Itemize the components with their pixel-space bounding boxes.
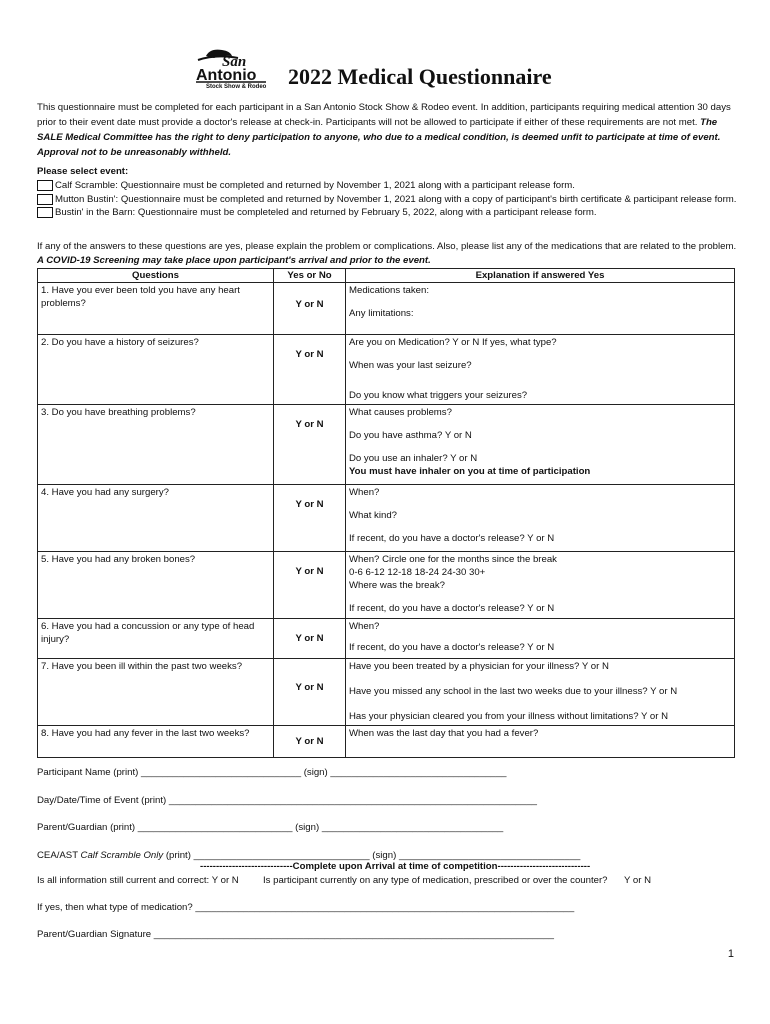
table-row — [38, 659, 735, 726]
guardian-signature-line[interactable]: Parent/Guardian Signature ___________________________________________________________________________ — [37, 929, 554, 940]
covid-notice: A COVID-19 Screening may take place upon participant's arrival and prior to the event. — [37, 255, 431, 266]
explanation-cell[interactable]: When was the last day that you had a fever? — [346, 726, 735, 758]
intro-bold-text: The SALE Medical Committee has the right to deny participation to anyone, who due to a medical condition, is deemed unfit to participate at time of event. Approval not to be unreasonably withheld. — [37, 117, 721, 158]
header-yes-no: Yes or No — [274, 269, 346, 283]
yes-no-answer[interactable]: Y or N — [274, 726, 346, 758]
explanation-cell[interactable]: Are you on Medication? Y or N If yes, what type? When was your last seizure? Do you know what triggers your seizures? — [346, 335, 735, 405]
question-text: 3. Do you have breathing problems? — [38, 405, 274, 485]
participant-name-line[interactable]: Participant Name (print) ______________________________ (sign) _________________________________ — [37, 767, 507, 778]
explanation-cell[interactable]: When? If recent, do you have a doctor's release? Y or N — [346, 619, 735, 659]
event-date-line[interactable]: Day/Date/Time of Event (print) _____________________________________________________________________ — [37, 795, 538, 806]
table-row — [38, 552, 735, 619]
arrival-divider: -----------------------------Complete upon Arrival at time of competition----------------------------- — [200, 861, 591, 872]
event-option-calf-scramble[interactable] — [37, 180, 575, 191]
guardian-line[interactable]: Parent/Guardian (print) _____________________________ (sign) __________________________________ — [37, 822, 504, 833]
question-text: 6. Have you had a concussion or any type of head injury? — [38, 619, 274, 659]
explanation-cell[interactable]: Medications taken: Any limitations: — [346, 283, 735, 335]
yes-no-answer[interactable]: Y or N — [274, 485, 346, 552]
explanation-cell[interactable]: When? Circle one for the months since the break 0-6 6-12 12-18 18-24 24-30 30+ Where was the break? If recent, do you have a doctor's release? Y or N — [346, 552, 735, 619]
table-row — [38, 335, 735, 405]
yes-no-answer[interactable]: Y or N — [274, 552, 346, 619]
table-row — [38, 619, 735, 659]
event-option-mutton-bustin[interactable] — [37, 194, 736, 205]
select-event-heading: Please select event: — [37, 166, 129, 177]
yes-no-answer[interactable]: Y or N — [274, 659, 346, 726]
question-text: 7. Have you been ill within the past two weeks? — [38, 659, 274, 726]
question-text: 5. Have you had any broken bones? — [38, 552, 274, 619]
table-row — [38, 726, 735, 758]
yes-no-answer[interactable]: Y or N — [274, 619, 346, 659]
question-text: 2. Do you have a history of seizures? — [38, 335, 274, 405]
yes-no-answer[interactable]: Y or N — [274, 405, 346, 485]
logo-subtitle: Stock Show & Rodeo — [206, 84, 267, 90]
intro-text: This questionnaire must be completed for each participant in a San Antonio Stock Show & Rodeo event. In addition, participants requiring medical attention 30 days prior to their event date must provide a doctor's release at check-in. Participants will not be allowed to participate if either of these requirements are not met. — [37, 102, 731, 128]
question-text: 4. Have you had any surgery? — [38, 485, 274, 552]
logo-antonio: Antonio — [196, 67, 257, 84]
medication-type-line[interactable]: If yes, then what type of medication? _______________________________________________________________________ — [37, 902, 575, 913]
page-number: 1 — [727, 948, 734, 960]
checkbox-mutton-bustin[interactable] — [37, 194, 53, 205]
explanation-note: If any of the answers to these questions are yes, please explain the problem or complications. Also, please list any of the medications that are related to the problem. — [37, 241, 737, 252]
yes-no-answer[interactable]: Y or N — [274, 335, 346, 405]
table-row — [38, 485, 735, 552]
question-text: 8. Have you had any fever in the last two weeks? — [38, 726, 274, 758]
option-label: Calf Scramble: Questionnaire must be completed and returned by November 1, 2021 along with a participant release form. — [55, 180, 575, 191]
intro-paragraph — [37, 100, 742, 160]
explanation-cell[interactable]: When? What kind? If recent, do you have a doctor's release? Y or N — [346, 485, 735, 552]
page-title: 2022 Medical Questionnaire — [288, 64, 552, 89]
san-antonio-rodeo-logo — [192, 46, 284, 90]
table-row — [38, 405, 735, 485]
checkbox-bustin-barn[interactable] — [37, 207, 53, 218]
table-header-row — [38, 269, 735, 283]
checkbox-calf-scramble[interactable] — [37, 180, 53, 191]
medical-questions-table — [37, 268, 735, 758]
logo-san: San — [222, 54, 247, 70]
explanation-cell[interactable]: Have you been treated by a physician for your illness? Y or N Have you missed any school in the last two weeks due to your illness? Y or N Has your physician cleared you from your illness without limitations? Y or N — [346, 659, 735, 726]
event-option-bustin-barn[interactable] — [37, 207, 597, 218]
header-explanation: Explanation if answered Yes — [346, 269, 735, 283]
medication-yes-no[interactable]: Y or N — [624, 875, 652, 886]
option-label: Mutton Bustin': Questionnaire must be completed and returned by November 1, 2021 along with a copy of participant's birth certificate & participant release form. — [55, 194, 737, 205]
current-info-question[interactable]: Is all information still current and correct: Y or N — [37, 875, 239, 886]
explanation-cell[interactable]: What causes problems? Do you have asthma? Y or N Do you use an inhaler? Y or N You must have inhaler on you at time of participation — [346, 405, 735, 485]
medication-question[interactable]: Is participant currently on any type of medication, prescribed or over the counter? — [263, 875, 608, 886]
option-label: Bustin' in the Barn: Questionnaire must be completeled and returned by February 5, 2022, along with a participant release form. — [55, 207, 597, 218]
table-row — [38, 283, 735, 335]
header-questions: Questions — [38, 269, 274, 283]
yes-no-answer[interactable]: Y or N — [274, 283, 346, 335]
cea-ast-line[interactable]: CEA/AST Calf Scramble Only (print) _________________________________ (sign) __________________________________ — [37, 850, 581, 861]
question-text: 1. Have you ever been told you have any heart problems? — [38, 283, 274, 335]
